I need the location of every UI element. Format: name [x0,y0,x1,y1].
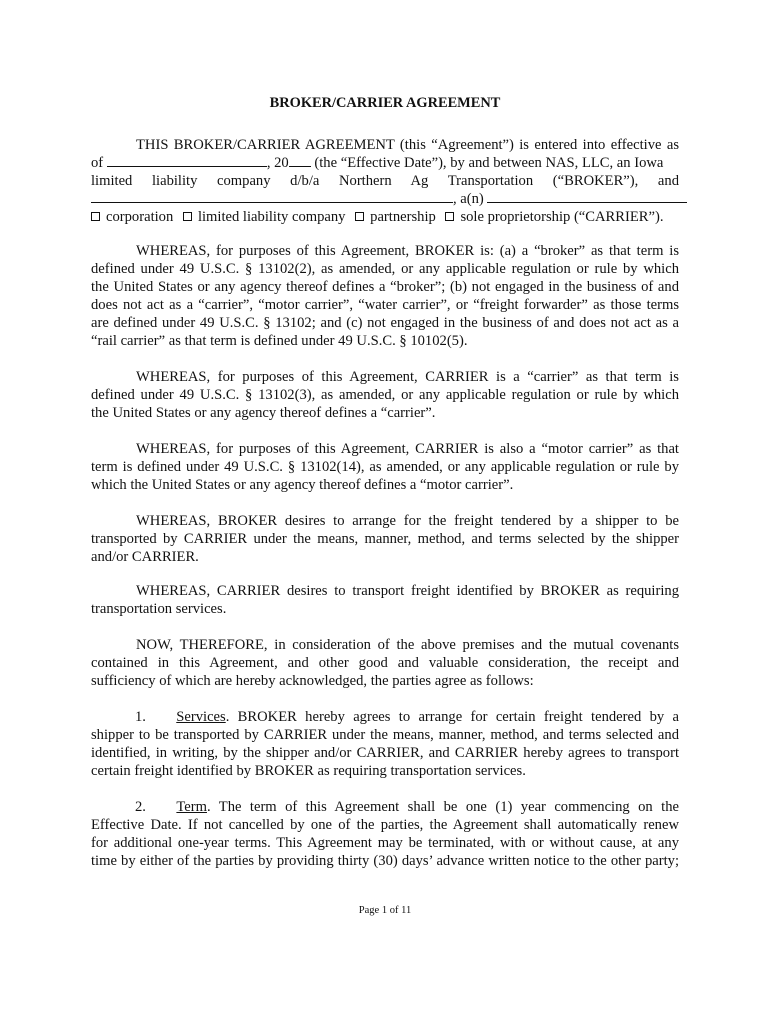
text-line: does not act as a “carrier”, “motor carrier”, “water carrier”, or “freight forwarder” as those terms [91,297,679,313]
text-fragment: . BROKER hereby agrees to arrange for certain freight tendered by a [225,709,679,725]
page-number: Page 1 of 11 [358,905,412,916]
checkbox-icon[interactable] [355,212,364,221]
text-line: identified, in writing, by the shipper and/or CARRIER, and CARRIER hereby agrees to transport [91,745,679,761]
text-line: WHEREAS, CARRIER desires to transport freight identified by BROKER as requiring [136,583,679,599]
whereas-motor-carrier-paragraph [91,440,679,494]
section-number: 2. [135,799,146,815]
whereas-transport-paragraph [91,582,679,618]
option-partnership[interactable] [355,208,436,226]
option-label: limited liability company [197,209,346,225]
effective-date-blank[interactable] [107,154,267,167]
text-line: and/or CARRIER. [91,549,199,565]
option-label: sole proprietorship (“CARRIER”). [460,209,664,225]
checkbox-icon[interactable] [183,212,192,221]
section-services [91,708,679,780]
option-corporation[interactable] [91,208,173,226]
year-blank[interactable] [289,154,311,167]
text-line: limited liability company d/b/a Northern Ag Transportation (“BROKER”), and [91,173,679,189]
option-label: corporation [106,209,174,225]
text-line: WHEREAS, for purposes of this Agreement, CARRIER is also a “motor carrier” as that [136,441,679,457]
state-blank[interactable] [487,190,687,203]
option-llc[interactable] [183,208,346,226]
section-first-line [91,798,679,816]
section-heading: Services [176,709,226,725]
text-fragment: , 20 [266,155,289,171]
intro-paragraph [91,136,679,226]
whereas-arrange-paragraph [91,512,679,566]
section-number: 1. [135,709,146,725]
effective-date-line [91,154,679,172]
text-line: THIS BROKER/CARRIER AGREEMENT (this “Agreement”) is entered into effective as [136,137,679,153]
text-line: NOW, THEREFORE, in consideration of the above premises and the mutual covenants [136,637,679,653]
whereas-carrier-paragraph [91,368,679,422]
text-line: defined under 49 U.S.C. § 13102(2), as amended, or any applicable regulation or rule by which [91,261,679,277]
text-line: Effective Date. If not cancelled by one of the parties, the Agreement shall automatically renew [91,817,679,833]
carrier-name-line [91,190,679,208]
text-line: WHEREAS, for purposes of this Agreement, CARRIER is a “carrier” as that term is [136,369,679,385]
text-fragment: of [91,155,104,171]
section-heading: Term [176,799,207,815]
text-line: the United States or any agency thereof defines a “broker”; (b) not engaged in the business of and [91,279,679,295]
text-fragment: (the “Effective Date”), by and between NAS, LLC, an Iowa [314,155,664,171]
text-line: for additional one-year terms. This Agreement may be terminated, with or without cause, at any [91,835,679,851]
text-line: the United States or any agency thereof defines a “carrier”. [91,405,436,421]
text-line: “rail carrier” as that term is defined under 49 U.S.C. § 10102(5). [91,333,468,349]
checkbox-icon[interactable] [445,212,454,221]
document-title: BROKER/CARRIER AGREEMENT [269,95,501,111]
text-line: which the United States or any agency thereof defines a “motor carrier”. [91,477,514,493]
text-fragment: , a(n) [453,191,484,207]
text-line: defined under 49 U.S.C. § 13102(3), as amended, or any applicable regulation or rule by which [91,387,679,403]
text-line: WHEREAS, for purposes of this Agreement, BROKER is: (a) a “broker” as that term is [136,243,679,259]
whereas-broker-paragraph [91,242,679,350]
text-line: certain freight identified by BROKER as requiring transportation services. [91,763,526,779]
now-therefore-paragraph [91,636,679,690]
entity-type-options [91,208,679,226]
text-line: time by either of the parties by providing thirty (30) days’ advance written notice to the other party; [91,853,679,869]
section-term [91,798,679,870]
text-line: transportation services. [91,601,227,617]
text-line: sufficiency of which are hereby acknowledged, the parties agree as follows: [91,673,534,689]
text-line: shipper to be transported by CARRIER under the means, manner, method, and terms selected and [91,727,679,743]
text-line: contained in this Agreement, and other good and valuable consideration, the receipt and [91,655,679,671]
option-sole-proprietorship[interactable] [445,208,663,226]
text-line: are defined under 49 U.S.C. § 13102; and (c) not engaged in the business of and does not act as a [91,315,679,331]
carrier-name-blank[interactable] [91,190,453,203]
checkbox-icon[interactable] [91,212,100,221]
text-fragment: . The term of this Agreement shall be one (1) year commencing on the [206,799,679,815]
option-label: partnership [370,209,436,225]
text-line: term is defined under 49 U.S.C. § 13102(14), as amended, or any applicable regulation or rule by [91,459,679,475]
section-first-line [91,708,679,726]
text-line: WHEREAS, BROKER desires to arrange for the freight tendered by a shipper to be [136,513,679,529]
text-line: transported by CARRIER under the means, manner, method, and terms selected by the shipper [91,531,679,547]
